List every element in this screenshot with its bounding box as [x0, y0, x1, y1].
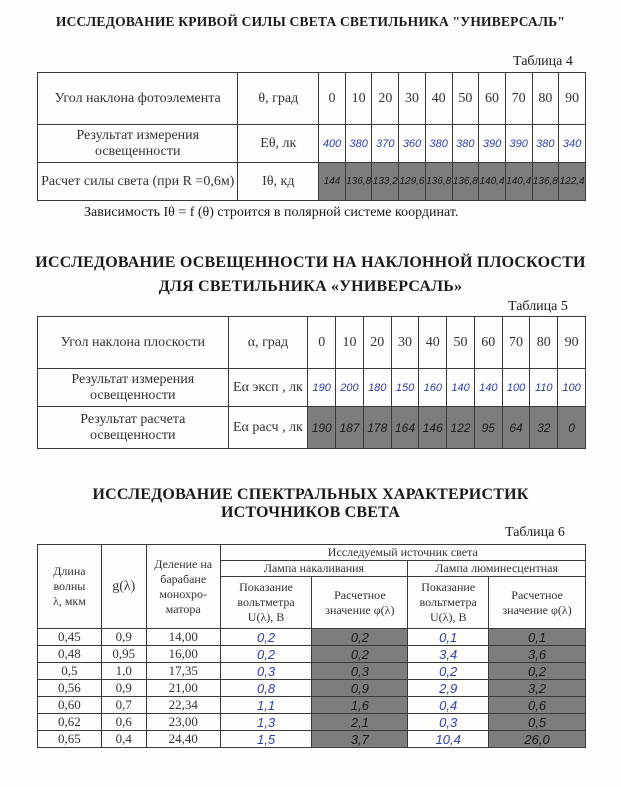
- t6-cell: 0,9: [101, 680, 146, 697]
- t6-cell: 0,65: [38, 731, 102, 748]
- t6-cell: 0,5: [38, 663, 102, 680]
- section-3-title-line-1: ИССЛЕДОВАНИЕ СПЕКТРАЛЬНЫХ ХАРАКТЕРИСТИК: [92, 486, 529, 503]
- t5-measured-value: 140: [447, 369, 475, 407]
- t6-cell: 1,1: [220, 697, 312, 714]
- t6-cell: 21,00: [146, 680, 220, 697]
- t6-cell: 17,35: [146, 663, 220, 680]
- t6-body: [38, 629, 586, 748]
- t5-calc-unit: Eα расч , лк: [228, 407, 308, 449]
- t6-cell: 0,3: [408, 714, 489, 731]
- t4-angle-value: 0: [319, 73, 346, 125]
- t6-cell: 3,4: [408, 646, 489, 663]
- t6-drum-header: Деление на барабане монохро- матора: [146, 545, 220, 629]
- t5-calc-value: 146: [419, 407, 447, 449]
- t5-measure-unit: Eα эксп , лк: [228, 369, 308, 407]
- t4-measured-value: 360: [399, 125, 426, 163]
- t4-measured-value: 400: [319, 125, 346, 163]
- section-1-title: ИССЛЕДОВАНИЕ КРИВОЙ СИЛЫ СВЕТА СВЕТИЛЬНИКА "УНИВЕРСАЛЬ": [55, 14, 566, 29]
- t6-cell: 0,6: [101, 714, 146, 731]
- table-row: [38, 680, 586, 697]
- t6-cell: 0,1: [408, 629, 489, 646]
- t4-angle-value: 40: [425, 73, 452, 125]
- t6-cell: 0,9: [312, 680, 408, 697]
- t4-measure-unit: Eθ, лк: [238, 125, 319, 163]
- t6-cell: 0,3: [312, 663, 408, 680]
- t6-cell: 0,60: [38, 697, 102, 714]
- t4-measured-value: 380: [532, 125, 559, 163]
- t6-cell: 16,00: [146, 646, 220, 663]
- t4-measured-value: 380: [452, 125, 479, 163]
- t6-cell: 0,2: [408, 663, 489, 680]
- t5-angle-value: 60: [474, 317, 502, 369]
- t6-cell: 1,0: [101, 663, 146, 680]
- t4-angle-value: 50: [452, 73, 479, 125]
- t5-measured-value: 110: [530, 369, 558, 407]
- t6-cell: 14,00: [146, 629, 220, 646]
- t4-calc-unit: Iθ, кд: [238, 163, 319, 201]
- table-row: [38, 697, 586, 714]
- t6-cell: 0,3: [220, 663, 312, 680]
- t6-cell: 22,34: [146, 697, 220, 714]
- t6-wavelength-header: Длина волны λ, мкм: [38, 545, 102, 629]
- table-row: [38, 646, 586, 663]
- t6-cell: 3,6: [489, 646, 586, 663]
- t4-calc-value: 144: [319, 163, 346, 201]
- t6-cell: 0,62: [38, 714, 102, 731]
- t5-calc-value: 122: [447, 407, 475, 449]
- t4-angle-value: 60: [479, 73, 506, 125]
- t5-measured-value: 140: [474, 369, 502, 407]
- t6-cell: 0,5: [489, 714, 586, 731]
- t6-cell: 23,00: [146, 714, 220, 731]
- t6-cell: 0,45: [38, 629, 102, 646]
- table-4: [37, 72, 586, 201]
- t4-measured-value: 380: [425, 125, 452, 163]
- t6-cell: 26,0: [489, 731, 586, 748]
- t5-angle-value: 80: [530, 317, 558, 369]
- t5-angle-value: 10: [336, 317, 364, 369]
- t5-calc-value: 0: [558, 407, 586, 449]
- t6-cell: 1,3: [220, 714, 312, 731]
- t6-cell: 0,2: [220, 646, 312, 663]
- t6-cell: 0,8: [220, 680, 312, 697]
- t6-cell: 0,4: [101, 731, 146, 748]
- t4-calc-value: 133,2: [372, 163, 399, 201]
- t6-cell: 0,9: [101, 629, 146, 646]
- t5-measured-value: 160: [419, 369, 447, 407]
- t4-measure-label: Результат измерения освещенности: [38, 125, 238, 163]
- polar-note: Зависимость Iθ = f (θ) строится в полярной системе координат.: [84, 205, 459, 220]
- t5-measured-value: 150: [391, 369, 419, 407]
- t4-calc-value: 136,8: [425, 163, 452, 201]
- t5-calc-value: 95: [474, 407, 502, 449]
- t4-calc-value: 140,4: [505, 163, 532, 201]
- t4-calc-value: 122,4: [559, 163, 586, 201]
- t6-voltmeter-header: Показание вольтметра U(λ), В: [220, 577, 312, 629]
- section-2-title-line-2: ДЛЯ СВЕТИЛЬНИКА «УНИВЕРСАЛЬ»: [158, 278, 463, 295]
- t6-calc-header: Расчетное значение φ(λ): [312, 577, 408, 629]
- t5-measured-value: 200: [336, 369, 364, 407]
- t4-calc-value: 136,8: [452, 163, 479, 201]
- t6-cell: 1,6: [312, 697, 408, 714]
- t4-calc-value: 136,8: [532, 163, 559, 201]
- t6-cell: 0,2: [312, 646, 408, 663]
- t4-measured-value: 380: [345, 125, 372, 163]
- t6-fluorescent-header: Лампа люминесцентная: [408, 561, 586, 577]
- table-row: [38, 663, 586, 680]
- t5-measured-value: 100: [502, 369, 530, 407]
- table-5: [37, 316, 586, 449]
- table-row: [38, 731, 586, 748]
- t6-cell: 0,2: [312, 629, 408, 646]
- t6-cell: 0,7: [101, 697, 146, 714]
- t5-measured-value: 180: [363, 369, 391, 407]
- t4-angle-label: Угол наклона фотоэлемента: [38, 73, 238, 125]
- t6-cell: 0,1: [489, 629, 586, 646]
- t5-angle-value: 0: [308, 317, 336, 369]
- t6-cell: 10,4: [408, 731, 489, 748]
- t6-g-header: g(λ): [101, 545, 146, 629]
- t5-angle-label: Угол наклона плоскости: [38, 317, 229, 369]
- t5-measure-label: Результат измерения освещенности: [38, 369, 229, 407]
- t4-measured-value: 390: [505, 125, 532, 163]
- table-row: [38, 714, 586, 731]
- t4-measured-value: 390: [479, 125, 506, 163]
- t6-cell: 1,5: [220, 731, 312, 748]
- t6-cell: 0,48: [38, 646, 102, 663]
- t4-angle-unit: θ, град: [238, 73, 319, 125]
- t6-cell: 0,2: [220, 629, 312, 646]
- t6-cell: 0,56: [38, 680, 102, 697]
- t5-calc-value: 164: [391, 407, 419, 449]
- t5-calc-value: 190: [308, 407, 336, 449]
- section-3-title-line-2: ИСТОЧНИКОВ СВЕТА: [221, 504, 400, 521]
- t6-cell: 0,4: [408, 697, 489, 714]
- t5-calc-value: 64: [502, 407, 530, 449]
- t4-measured-value: 340: [559, 125, 586, 163]
- t4-angle-value: 10: [345, 73, 372, 125]
- t6-cell: 2,1: [312, 714, 408, 731]
- t4-angle-value: 30: [399, 73, 426, 125]
- t5-angle-value: 90: [558, 317, 586, 369]
- t6-cell: 0,6: [489, 697, 586, 714]
- t6-incandescent-header: Лампа накаливания: [220, 561, 408, 577]
- t6-cell: 0,2: [489, 663, 586, 680]
- table-6: [37, 544, 586, 748]
- section-2-title-line-1: ИССЛЕДОВАНИЕ ОСВЕЩЕННОСТИ НА НАКЛОННОЙ ПЛОСКОСТИ: [35, 254, 586, 271]
- t6-cell: 2,9: [408, 680, 489, 697]
- t4-angle-value: 70: [505, 73, 532, 125]
- t5-measured-value: 190: [308, 369, 336, 407]
- t4-calc-value: 129,6: [399, 163, 426, 201]
- t5-measured-value: 100: [558, 369, 586, 407]
- t4-angle-value: 80: [532, 73, 559, 125]
- t4-calc-value: 136,8: [345, 163, 372, 201]
- t6-cell: 3,7: [312, 731, 408, 748]
- t4-calc-value: 140,4: [479, 163, 506, 201]
- t6-source-header: Исследуемый источник света: [220, 545, 585, 561]
- t6-cell: 24,40: [146, 731, 220, 748]
- t5-calc-value: 187: [336, 407, 364, 449]
- t4-angle-value: 20: [372, 73, 399, 125]
- table-4-caption: Таблица 4: [513, 54, 573, 69]
- t6-voltmeter-header: Показание вольтметра U(λ), В: [408, 577, 489, 629]
- t5-angle-value: 70: [502, 317, 530, 369]
- t5-calc-value: 178: [363, 407, 391, 449]
- table-5-caption: Таблица 5: [508, 299, 568, 314]
- t6-calc-header: Расчетное значение φ(λ): [489, 577, 586, 629]
- table-row: [38, 629, 586, 646]
- t4-measured-value: 370: [372, 125, 399, 163]
- t4-calc-label: Расчет силы света (при R =0,6м): [38, 163, 238, 201]
- t5-angle-value: 30: [391, 317, 419, 369]
- t5-calc-label: Результат расчета освещенности: [38, 407, 229, 449]
- t4-angle-value: 90: [559, 73, 586, 125]
- t6-cell: 3,2: [489, 680, 586, 697]
- table-6-caption: Таблица 6: [505, 525, 565, 540]
- t6-cell: 0,95: [101, 646, 146, 663]
- t5-calc-value: 32: [530, 407, 558, 449]
- t5-angle-unit: α, град: [228, 317, 308, 369]
- t5-angle-value: 40: [419, 317, 447, 369]
- t5-angle-value: 50: [447, 317, 475, 369]
- t5-angle-value: 20: [363, 317, 391, 369]
